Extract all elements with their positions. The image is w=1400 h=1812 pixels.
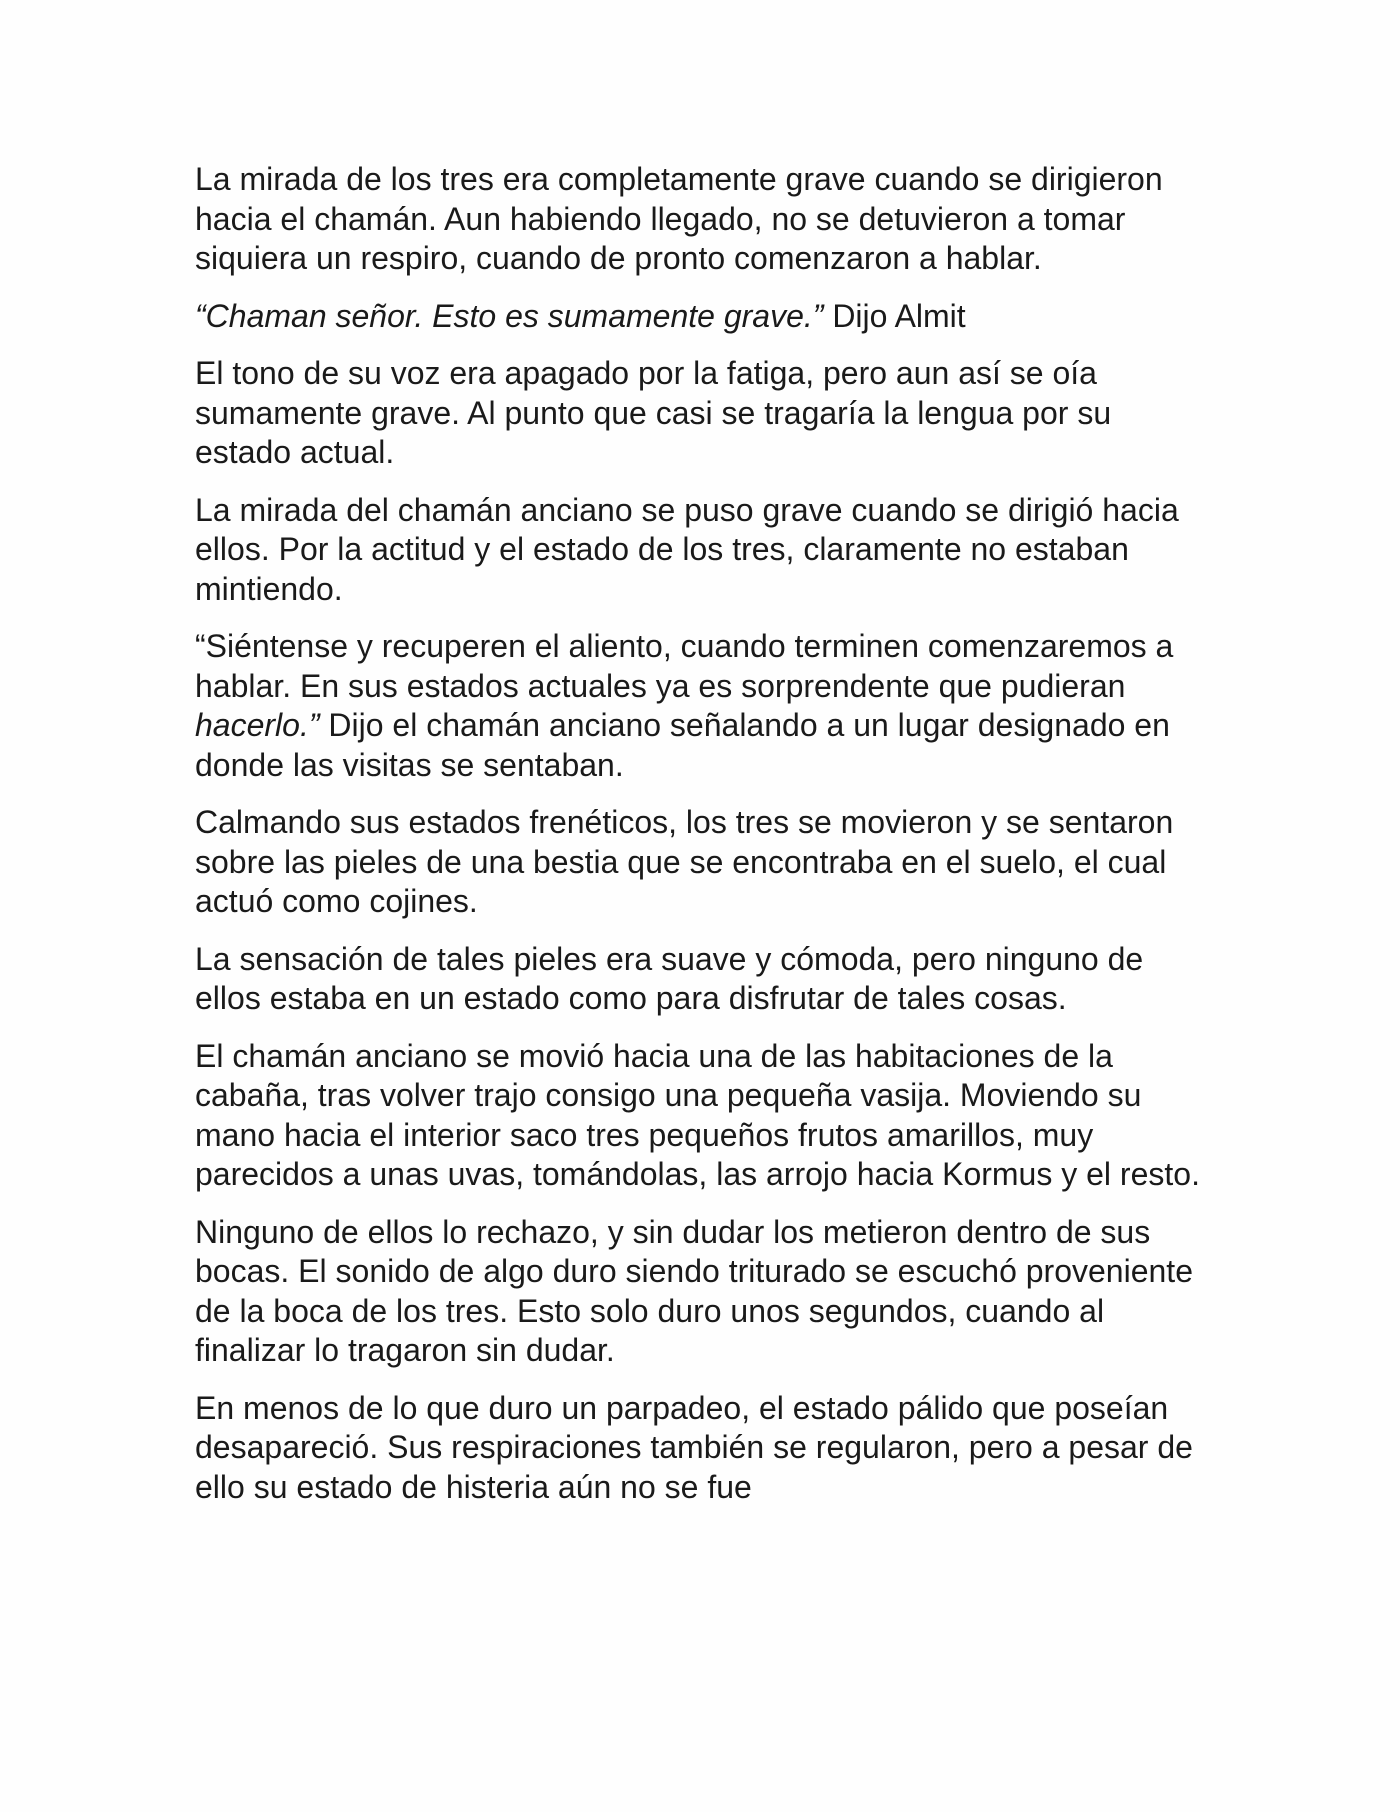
- paragraph-4: [195, 491, 1255, 610]
- text-line: actuó como cojines.: [195, 883, 478, 919]
- text-line: finalizar lo tragaron sin dudar.: [195, 1332, 615, 1368]
- text-line: sumamente grave. Al punto que casi se tragaría la lengua por su: [195, 394, 1112, 431]
- text-line: mintiendo.: [195, 570, 343, 607]
- document-body: [195, 160, 1255, 1525]
- text-line: parecidos a unas uvas, tomándolas, las arrojo hacia Kormus y el resto.: [195, 1156, 1200, 1192]
- text-line: estado actual.: [195, 434, 395, 470]
- text-line: hacia el chamán. Aun habiendo llegado, no se detuvieron a tomar: [195, 200, 1126, 237]
- paragraph-6: [195, 803, 1255, 922]
- text-line: bocas. El sonido de algo duro siendo triturado se escuchó proveniente: [195, 1253, 1193, 1289]
- text-line: mano hacia el interior saco tres pequeños frutos amarillos, muy: [195, 1116, 1094, 1153]
- dialogue-attribution: Dijo Almit: [823, 297, 966, 334]
- italic-quote: “Chaman señor. Esto es sumamente grave.”: [195, 297, 824, 334]
- text-line: Ninguno de ellos lo rechazo, y sin dudar los metieron dentro de sus: [195, 1213, 1151, 1250]
- text-line: hablar. En sus estados actuales ya es sorprendente que pudieran: [195, 667, 1126, 704]
- paragraph-3: [195, 354, 1255, 473]
- text-line: En menos de lo que duro un parpadeo, el estado pálido que poseían: [195, 1389, 1169, 1426]
- paragraph-10: [195, 1389, 1255, 1508]
- text-line: “Siéntense y recuperen el aliento, cuando terminen comenzaremos a: [195, 628, 1174, 664]
- text-line: La sensación de tales pieles era suave y cómoda, pero ninguno de: [195, 940, 1144, 977]
- text-line: ello su estado de histeria aún no se fue: [195, 1468, 752, 1505]
- text-line: ellos. Por la actitud y el estado de los tres, claramente no estaban: [195, 531, 1129, 567]
- paragraph-1: [195, 160, 1255, 279]
- text-line: [195, 706, 1255, 746]
- paragraph-9: [195, 1213, 1255, 1371]
- text-line: donde las visitas se sentaban.: [195, 746, 624, 783]
- text-line: El tono de su voz era apagado por la fatiga, pero aun así se oía: [195, 355, 1097, 391]
- text-line: cabaña, tras volver trajo consigo una pequeña vasija. Moviendo su: [195, 1077, 1142, 1113]
- text-line: desapareció. Sus respiraciones también se regularon, pero a pesar de: [195, 1429, 1193, 1465]
- text-line: El chamán anciano se movió hacia una de las habitaciones de la: [195, 1037, 1113, 1074]
- paragraph-7: [195, 940, 1255, 1019]
- text-line: Calmando sus estados frenéticos, los tres se movieron y se sentaron: [195, 804, 1174, 840]
- text-line: siquiera un respiro, cuando de pronto comenzaron a hablar.: [195, 240, 1042, 276]
- text-line: La mirada del chamán anciano se puso grave cuando se dirigió hacia: [195, 491, 1179, 528]
- text-line: ellos estaba en un estado como para disfrutar de tales cosas.: [195, 980, 1067, 1016]
- paragraph-8: [195, 1037, 1255, 1195]
- italic-quote-end: hacerlo.”: [195, 707, 320, 743]
- text-line: La mirada de los tres era completamente grave cuando se dirigieron: [195, 161, 1163, 197]
- paragraph-5: [195, 627, 1255, 785]
- dialogue-attribution: Dijo el chamán anciano señalando a un lugar designado en: [319, 707, 1170, 743]
- text-line: [195, 297, 1255, 337]
- paragraph-2: [195, 297, 1255, 337]
- text-line: de la boca de los tres. Esto solo duro unos segundos, cuando al: [195, 1292, 1105, 1329]
- text-line: sobre las pieles de una bestia que se encontraba en el suelo, el cual: [195, 843, 1167, 880]
